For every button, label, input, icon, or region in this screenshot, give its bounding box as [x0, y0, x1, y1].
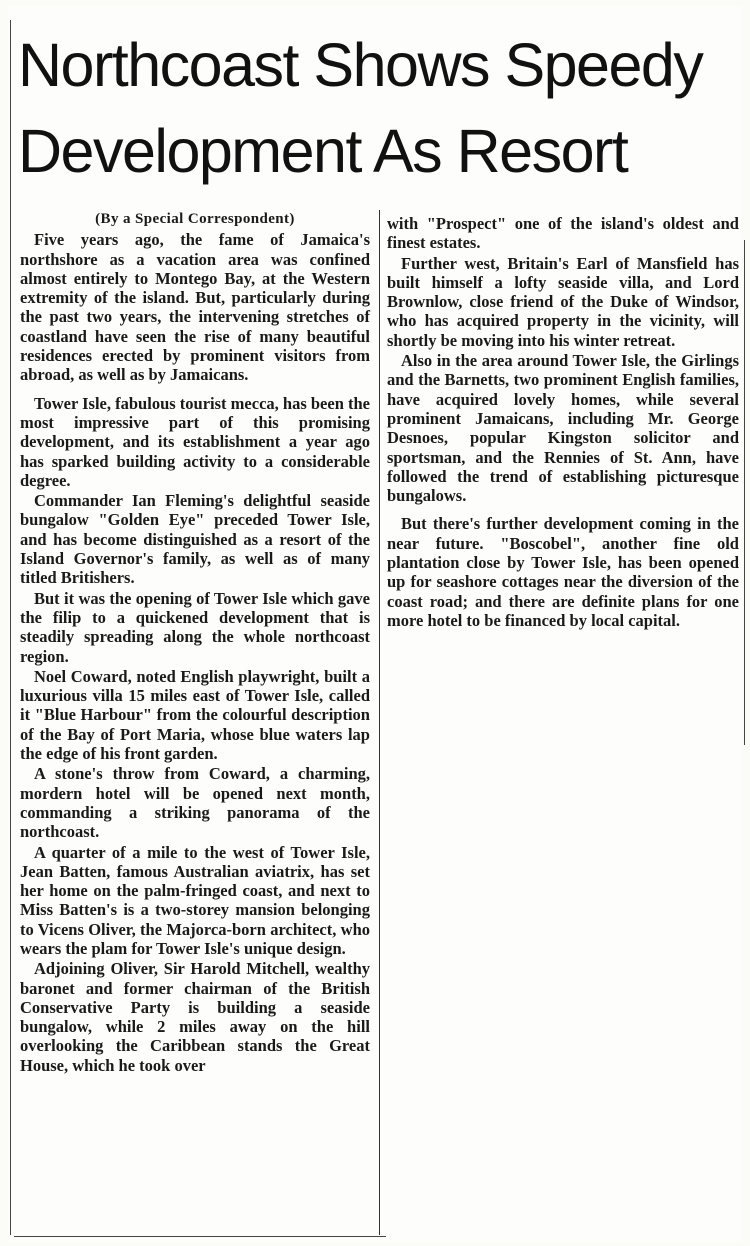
paragraph: A stone's throw from Coward, a charming, mordern hotel will be opened next month, commanding a striking panorama of the northcoast. [20, 764, 370, 842]
right-column [387, 214, 739, 631]
clipping-left-edge [10, 20, 11, 1235]
paragraph: Tower Isle, fabulous tourist mecca, has been the most impressive part of this promising development, and its establishment a year ago has sparked building activity to a considerable degree. [20, 393, 370, 490]
paragraph: with "Prospect" one of the island's oldest and finest estates. [387, 214, 739, 253]
left-column [20, 210, 370, 1076]
paragraph: A quarter of a mile to the west of Tower Isle, Jean Batten, famous Australian aviatrix, has set her home on the palm-fringed coast, and next to Miss Batten's is a two-storey mansion belonging to Vicens Oliver, the Majorca-born architect, who wears the plam for Tower Isle's unique design. [20, 842, 370, 958]
paragraph: But it was the opening of Tower Isle which gave the filip to a quickened development that is steadily spreading along the whole northcoast region. [20, 588, 370, 666]
headline-line-2: Development As Resort [18, 117, 628, 185]
paragraph: Further west, Britain's Earl of Mansfield has built himself a lofty seaside villa, and Lord Brownlow, close friend of the Duke of Windsor, who has acquired property in the vicinity, will shortly be moving into his winter retreat. [387, 253, 739, 350]
paragraph: Adjoining Oliver, Sir Harold Mitchell, wealthy baronet and former chairman of the British Conservative Party is building a seaside bungalow, while 2 miles away on the hill overlooking the Caribbean stands the Great House, which he took over [20, 959, 370, 1075]
headline-line-1: Northcoast Shows Speedy [18, 31, 703, 99]
paragraph: Five years ago, the fame of Jamaica's northshore as a vacation area was confined almost entirely to Montego Bay, at the Western extremity of the island. But, particularly during the past two years, the intervening stretches of coastland have seen the rise of many beautiful residences erected by prominent visitors from abroad, as well as by Jamaicans. [20, 230, 370, 385]
paragraph: But there's further development coming in the near future. "Boscobel", another fine old plantation close by Tower Isle, has been opened up for seashore cottages near the diversion of the coast road; and there are definite plans for one more hotel to be financed by local capital. [387, 514, 739, 630]
headline [18, 22, 738, 194]
clipping-right-edge [744, 240, 745, 745]
paragraph: Commander Ian Fleming's delightful seaside bungalow "Golden Eye" preceded Tower Isle, and has become distinguished as a resort of the Island Governor's family, as well as of many titled Britishers. [20, 491, 370, 588]
byline: (By a Special Correspondent) [95, 211, 295, 227]
column-divider [379, 210, 380, 1235]
paragraph: Also in the area around Tower Isle, the Girlings and the Barnetts, two prominent English families, have acquired lovely homes, while several prominent Jamaicans, including Mr. George Desnoes, popular Kingston solicitor and sportsman, and the Rennies of St. Ann, have followed the trend of establishing picturesque bungalows. [387, 351, 739, 506]
paragraph: Noel Coward, noted English playwright, built a luxurious villa 15 miles east of Tower Isle, called it "Blue Harbour" from the colourful description of the Bay of Port Maria, whose blue waters lap the edge of his front garden. [20, 666, 370, 764]
bottom-rule [14, 1236, 386, 1237]
